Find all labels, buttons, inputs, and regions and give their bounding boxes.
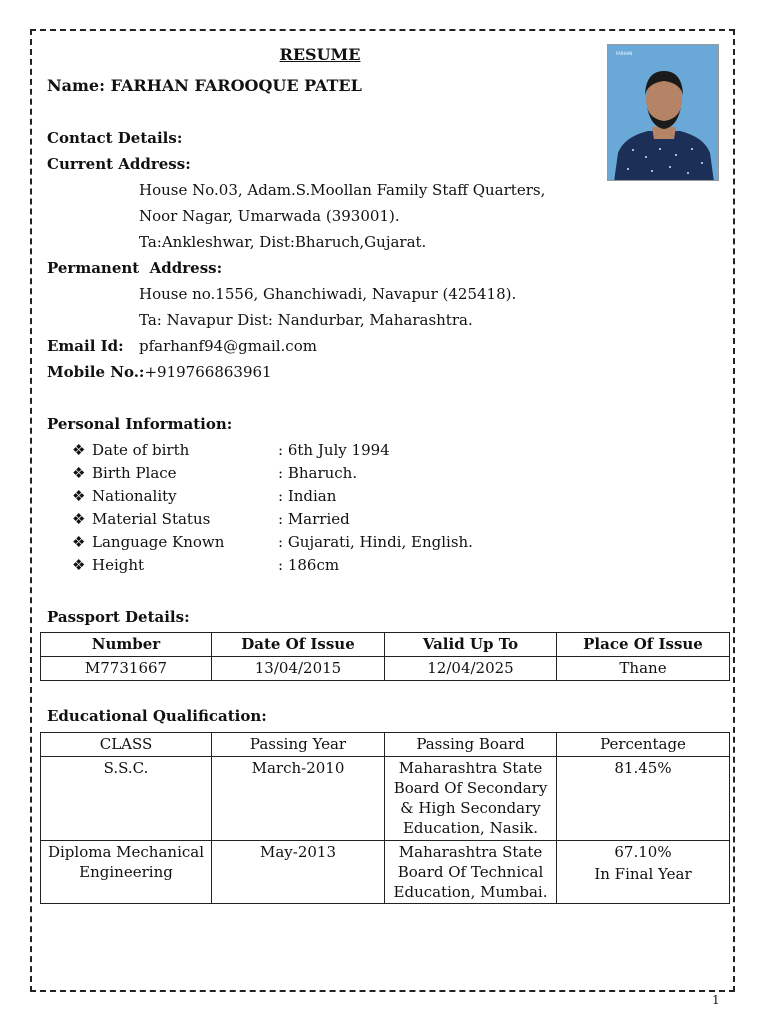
name-line — [47, 75, 362, 97]
profile-photo — [607, 44, 719, 181]
email-label: Email Id: — [47, 337, 124, 355]
personal-heading: Personal Information: — [47, 415, 233, 433]
personal-key: Language Known — [92, 533, 225, 551]
personal-value: : Bharuch. — [278, 464, 358, 482]
education-percentage: 67.10% — [614, 843, 672, 861]
education-header-passing-board: Passing Board — [385, 733, 557, 757]
permanent-address-line: House no.1556, Ghanchiwadi, Navapur (425418). — [139, 285, 517, 303]
personal-row — [72, 486, 336, 506]
passport-header-valid-up-to: Valid Up To — [385, 633, 557, 657]
table-row — [41, 657, 730, 681]
mobile-label: Mobile No.: — [47, 363, 145, 381]
diamond-bullet-icon: ❖ — [72, 556, 86, 574]
table-header-row — [41, 733, 730, 757]
education-header-passing-year: Passing Year — [212, 733, 385, 757]
personal-value: : 186cm — [278, 556, 340, 574]
passport-header-date-of-issue: Date Of Issue — [212, 633, 385, 657]
mobile-line — [47, 362, 272, 382]
personal-row — [72, 440, 390, 460]
personal-value: : Gujarati, Hindi, English. — [278, 533, 473, 551]
passport-header-place-of-issue: Place Of Issue — [557, 633, 730, 657]
personal-key: Height — [92, 556, 145, 574]
education-table — [40, 732, 730, 904]
passport-header-number: Number — [41, 633, 212, 657]
passport-heading: Passport Details: — [47, 608, 190, 626]
education-class: Diploma Mechanical Engineering — [41, 841, 212, 904]
passport-place-of-issue: Thane — [557, 657, 730, 681]
personal-key: Material Status — [92, 510, 211, 528]
education-percentage: 81.45% — [614, 759, 672, 777]
personal-key: Nationality — [92, 487, 177, 505]
permanent-address-label: Permanent Address: — [47, 259, 223, 277]
education-board: Maharashtra State Board Of Secondary & High Secondary Education, Nasik. — [385, 757, 557, 841]
diamond-bullet-icon: ❖ — [72, 464, 86, 482]
current-address-line: Noor Nagar, Umarwada (393001). — [139, 207, 400, 225]
education-class: S.S.C. — [41, 757, 212, 841]
contact-heading: Contact Details: — [47, 129, 183, 147]
photo-name-tag: FARHAN — [616, 51, 633, 56]
education-year: March-2010 — [212, 757, 385, 841]
personal-value: : Indian — [278, 487, 337, 505]
mobile-value: +919766863961 — [144, 363, 272, 381]
table-row — [41, 757, 730, 841]
permanent-address-line: Ta: Navapur Dist: Nandurbar, Maharashtra. — [139, 311, 473, 329]
current-address-label: Current Address: — [47, 155, 191, 173]
personal-key: Birth Place — [92, 464, 177, 482]
personal-value: : Married — [278, 510, 350, 528]
personal-key: Date of birth — [92, 441, 190, 459]
person-photo-icon — [608, 45, 719, 181]
personal-row — [72, 509, 350, 529]
education-percentage-cell — [557, 757, 730, 841]
current-address-line: Ta:Ankleshwar, Dist:Bharuch,Gujarat. — [139, 233, 427, 251]
current-address-line: House No.03, Adam.S.Moollan Family Staff Quarters, — [139, 181, 546, 199]
education-header-class: CLASS — [41, 733, 212, 757]
education-heading: Educational Qualification: — [47, 707, 267, 725]
education-note: In Final Year — [594, 865, 692, 883]
diamond-bullet-icon: ❖ — [72, 487, 86, 505]
diamond-bullet-icon: ❖ — [72, 510, 86, 528]
personal-row — [72, 532, 473, 552]
passport-number: M7731667 — [41, 657, 212, 681]
resume-title: RESUME — [279, 45, 361, 64]
email-value: pfarhanf94@gmail.com — [139, 337, 317, 355]
passport-date-of-issue: 13/04/2015 — [212, 657, 385, 681]
education-board: Maharashtra State Board Of Technical Education, Mumbai. — [385, 841, 557, 904]
personal-value: : 6th July 1994 — [278, 441, 390, 459]
education-header-percentage: Percentage — [557, 733, 730, 757]
diamond-bullet-icon: ❖ — [72, 533, 86, 551]
passport-valid-up-to: 12/04/2025 — [385, 657, 557, 681]
name-label: Name: — [47, 76, 106, 95]
page-number: 1 — [712, 993, 720, 1007]
table-row — [41, 841, 730, 904]
diamond-bullet-icon: ❖ — [72, 441, 86, 459]
education-year: May-2013 — [212, 841, 385, 904]
personal-row — [72, 463, 357, 483]
name-value: FARHAN FAROOQUE PATEL — [110, 76, 362, 95]
education-percentage-cell — [557, 841, 730, 904]
table-header-row — [41, 633, 730, 657]
passport-table — [40, 632, 730, 681]
personal-row — [72, 555, 339, 575]
